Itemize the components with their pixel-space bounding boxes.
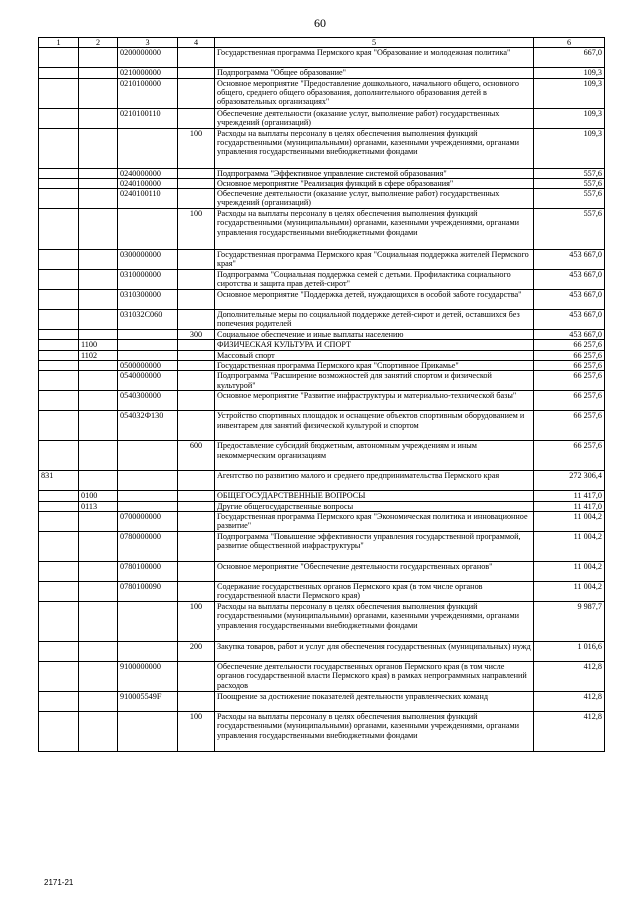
table-row bbox=[39, 310, 605, 330]
cell-description: Основное мероприятие "Поддержка детей, нуждающихся в особой заботе государства" bbox=[215, 290, 534, 310]
cell-expense-type bbox=[178, 471, 215, 491]
cell-expense-type bbox=[178, 340, 215, 350]
cell-target-code bbox=[118, 711, 178, 751]
cell-razdel bbox=[79, 108, 118, 128]
cell-amount: 453 667,0 bbox=[534, 330, 605, 340]
cell-description: Расходы на выплаты персоналу в целях обеспечения выполнения функций государственными (муниципальными) органами, казенными учреждениями, органами управления государственными внебюджетными фондами bbox=[215, 209, 534, 250]
cell-razdel bbox=[79, 361, 118, 371]
cell-razdel bbox=[79, 561, 118, 581]
cell-vedomstvo bbox=[39, 128, 79, 168]
budget-table bbox=[38, 37, 605, 752]
cell-description: Закупка товаров, работ и услуг для обеспечения государственных (муниципальных) нужд bbox=[215, 641, 534, 661]
cell-razdel bbox=[79, 209, 118, 250]
cell-description: Основное мероприятие "Развитие инфраструктуры и материально-технической базы" bbox=[215, 391, 534, 411]
cell-expense-type bbox=[178, 411, 215, 441]
cell-target-code bbox=[118, 350, 178, 360]
cell-description: Основное мероприятие "Предоставление дошкольного, начального общего, основного общего, среднего общего образования, дополнительного образования детей в образовательных организациях" bbox=[215, 78, 534, 108]
cell-target-code: 031032С060 bbox=[118, 310, 178, 330]
cell-expense-type bbox=[178, 168, 215, 178]
cell-expense-type bbox=[178, 661, 215, 691]
cell-vedomstvo bbox=[39, 270, 79, 290]
cell-razdel bbox=[79, 290, 118, 310]
cell-razdel bbox=[79, 531, 118, 561]
cell-amount: 557,6 bbox=[534, 189, 605, 209]
cell-target-code bbox=[118, 330, 178, 340]
cell-razdel bbox=[79, 178, 118, 188]
table-row bbox=[39, 411, 605, 441]
table-row bbox=[39, 361, 605, 371]
cell-vedomstvo bbox=[39, 209, 79, 250]
cell-description: ОБЩЕГОСУДАРСТВЕННЫЕ ВОПРОСЫ bbox=[215, 491, 534, 501]
cell-description: Предоставление субсидий бюджетным, автономным учреждениям и иным некоммерческим организациям bbox=[215, 441, 534, 471]
cell-expense-type bbox=[178, 310, 215, 330]
cell-vedomstvo bbox=[39, 68, 79, 78]
cell-expense-type bbox=[178, 491, 215, 501]
cell-target-code: 0780100090 bbox=[118, 581, 178, 601]
cell-target-code: 9100000000 bbox=[118, 661, 178, 691]
cell-description: Другие общегосударственные вопросы bbox=[215, 501, 534, 511]
cell-expense-type: 100 bbox=[178, 209, 215, 250]
cell-target-code: 0700000000 bbox=[118, 511, 178, 531]
cell-target-code: 0240000000 bbox=[118, 168, 178, 178]
cell-razdel bbox=[79, 471, 118, 491]
cell-vedomstvo bbox=[39, 531, 79, 561]
cell-target-code bbox=[118, 340, 178, 350]
cell-expense-type bbox=[178, 691, 215, 711]
cell-amount: 412,8 bbox=[534, 691, 605, 711]
cell-target-code: 0540000000 bbox=[118, 371, 178, 391]
cell-amount: 11 417,0 bbox=[534, 491, 605, 501]
cell-amount: 453 667,0 bbox=[534, 270, 605, 290]
cell-vedomstvo bbox=[39, 511, 79, 531]
table-row bbox=[39, 511, 605, 531]
cell-expense-type bbox=[178, 581, 215, 601]
cell-vedomstvo bbox=[39, 48, 79, 68]
cell-expense-type bbox=[178, 48, 215, 68]
cell-amount: 109,3 bbox=[534, 128, 605, 168]
cell-vedomstvo bbox=[39, 711, 79, 751]
cell-expense-type bbox=[178, 290, 215, 310]
cell-target-code: 0780100000 bbox=[118, 561, 178, 581]
cell-vedomstvo: 831 bbox=[39, 471, 79, 491]
cell-target-code: 0210100110 bbox=[118, 108, 178, 128]
cell-amount: 1 016,6 bbox=[534, 641, 605, 661]
cell-expense-type bbox=[178, 350, 215, 360]
cell-razdel bbox=[79, 711, 118, 751]
table-row bbox=[39, 168, 605, 178]
cell-amount: 9 987,7 bbox=[534, 601, 605, 641]
cell-description: Агентство по развитию малого и среднего предпринимательства Пермского края bbox=[215, 471, 534, 491]
cell-vedomstvo bbox=[39, 189, 79, 209]
cell-target-code bbox=[118, 601, 178, 641]
cell-target-code bbox=[118, 491, 178, 501]
cell-vedomstvo bbox=[39, 641, 79, 661]
cell-amount: 11 004,2 bbox=[534, 531, 605, 561]
cell-target-code bbox=[118, 501, 178, 511]
table-row bbox=[39, 531, 605, 561]
table-row bbox=[39, 178, 605, 188]
cell-razdel bbox=[79, 391, 118, 411]
cell-expense-type bbox=[178, 391, 215, 411]
table-row bbox=[39, 108, 605, 128]
table-row bbox=[39, 78, 605, 108]
cell-amount: 453 667,0 bbox=[534, 250, 605, 270]
cell-amount: 557,6 bbox=[534, 178, 605, 188]
cell-razdel bbox=[79, 250, 118, 270]
table-row bbox=[39, 350, 605, 360]
cell-amount: 453 667,0 bbox=[534, 290, 605, 310]
cell-description: Основное мероприятие "Реализация функций в сфере образования" bbox=[215, 178, 534, 188]
cell-expense-type bbox=[178, 270, 215, 290]
cell-expense-type bbox=[178, 531, 215, 561]
cell-vedomstvo bbox=[39, 108, 79, 128]
cell-vedomstvo bbox=[39, 391, 79, 411]
cell-amount: 11 417,0 bbox=[534, 501, 605, 511]
page-number: 60 bbox=[314, 16, 326, 30]
cell-expense-type bbox=[178, 178, 215, 188]
cell-description: Подпрограмма "Социальная поддержка семей с детьми. Профилактика социального сиротства и защита прав детей-сирот" bbox=[215, 270, 534, 290]
cell-description: Подпрограмма "Повышение эффективности управления государственной программой, развитие общественной инфраструктуры" bbox=[215, 531, 534, 561]
cell-amount: 272 306,4 bbox=[534, 471, 605, 491]
cell-amount: 66 257,6 bbox=[534, 411, 605, 441]
cell-razdel: 0100 bbox=[79, 491, 118, 501]
cell-description: Дополнительные меры по социальной поддержке детей-сирот и детей, оставшихся без попечения родителей bbox=[215, 310, 534, 330]
table-row bbox=[39, 501, 605, 511]
cell-amount: 66 257,6 bbox=[534, 340, 605, 350]
cell-expense-type: 200 bbox=[178, 641, 215, 661]
cell-description: Расходы на выплаты персоналу в целях обеспечения выполнения функций государственными (муниципальными) органами, казенными учреждениями, органами управления государственными внебюджетными фондами bbox=[215, 128, 534, 168]
table-row bbox=[39, 391, 605, 411]
cell-vedomstvo bbox=[39, 250, 79, 270]
table-row bbox=[39, 290, 605, 310]
table-row bbox=[39, 601, 605, 641]
cell-vedomstvo bbox=[39, 340, 79, 350]
cell-description: Поощрение за достижение показателей деятельности управленческих команд bbox=[215, 691, 534, 711]
cell-description: Государственная программа Пермского края "Социальная поддержка жителей Пермского края" bbox=[215, 250, 534, 270]
cell-target-code bbox=[118, 441, 178, 471]
cell-razdel bbox=[79, 270, 118, 290]
cell-amount: 109,3 bbox=[534, 68, 605, 78]
cell-expense-type bbox=[178, 68, 215, 78]
cell-amount: 109,3 bbox=[534, 108, 605, 128]
cell-razdel bbox=[79, 310, 118, 330]
cell-description: ФИЗИЧЕСКАЯ КУЛЬТУРА И СПОРТ bbox=[215, 340, 534, 350]
cell-target-code bbox=[118, 641, 178, 661]
cell-razdel bbox=[79, 68, 118, 78]
cell-description: Подпрограмма "Эффективное управление системой образования" bbox=[215, 168, 534, 178]
cell-expense-type bbox=[178, 189, 215, 209]
cell-expense-type bbox=[178, 108, 215, 128]
table-row bbox=[39, 641, 605, 661]
cell-target-code: 0210000000 bbox=[118, 68, 178, 78]
cell-target-code bbox=[118, 209, 178, 250]
cell-expense-type: 100 bbox=[178, 128, 215, 168]
cell-description: Расходы на выплаты персоналу в целях обеспечения выполнения функций государственными (муниципальными) органами, казенными учреждениями, органами управления государственными внебюджетными фондами bbox=[215, 601, 534, 641]
cell-target-code: 0300000000 bbox=[118, 250, 178, 270]
cell-target-code bbox=[118, 471, 178, 491]
cell-razdel bbox=[79, 128, 118, 168]
cell-razdel bbox=[79, 371, 118, 391]
cell-target-code: 0210100000 bbox=[118, 78, 178, 108]
cell-vedomstvo bbox=[39, 601, 79, 641]
cell-vedomstvo bbox=[39, 441, 79, 471]
cell-description: Государственная программа Пермского края "Экономическая политика и инновационное развитие" bbox=[215, 511, 534, 531]
table-row bbox=[39, 471, 605, 491]
table-row bbox=[39, 340, 605, 350]
cell-razdel bbox=[79, 411, 118, 441]
cell-amount: 11 004,2 bbox=[534, 511, 605, 531]
cell-vedomstvo bbox=[39, 691, 79, 711]
cell-target-code: 0310300000 bbox=[118, 290, 178, 310]
cell-description: Государственная программа Пермского края "Образование и молодежная политика" bbox=[215, 48, 534, 68]
cell-vedomstvo bbox=[39, 178, 79, 188]
cell-vedomstvo bbox=[39, 491, 79, 501]
col-header-6: 6 bbox=[534, 38, 605, 48]
cell-expense-type bbox=[178, 561, 215, 581]
cell-amount: 109,3 bbox=[534, 78, 605, 108]
cell-vedomstvo bbox=[39, 411, 79, 441]
cell-razdel bbox=[79, 511, 118, 531]
table-row bbox=[39, 561, 605, 581]
cell-amount: 66 257,6 bbox=[534, 441, 605, 471]
cell-description: Обеспечение деятельности (оказание услуг, выполнение работ) государственных учреждений (организаций) bbox=[215, 108, 534, 128]
cell-target-code: 0310000000 bbox=[118, 270, 178, 290]
cell-amount: 11 004,2 bbox=[534, 561, 605, 581]
table-row bbox=[39, 330, 605, 340]
cell-razdel bbox=[79, 581, 118, 601]
table-row bbox=[39, 48, 605, 68]
cell-amount: 412,8 bbox=[534, 711, 605, 751]
cell-target-code: 0240100110 bbox=[118, 189, 178, 209]
cell-razdel bbox=[79, 661, 118, 691]
table-row bbox=[39, 270, 605, 290]
cell-target-code bbox=[118, 128, 178, 168]
cell-description: Подпрограмма "Общее образование" bbox=[215, 68, 534, 78]
cell-vedomstvo bbox=[39, 361, 79, 371]
cell-description: Социальное обеспечение и иные выплаты населению bbox=[215, 330, 534, 340]
cell-vedomstvo bbox=[39, 561, 79, 581]
cell-expense-type bbox=[178, 250, 215, 270]
cell-expense-type: 100 bbox=[178, 711, 215, 751]
cell-description: Массовый спорт bbox=[215, 350, 534, 360]
cell-razdel bbox=[79, 441, 118, 471]
col-header-1: 1 bbox=[39, 38, 79, 48]
cell-amount: 11 004,2 bbox=[534, 581, 605, 601]
cell-description: Расходы на выплаты персоналу в целях обеспечения выполнения функций государственными (муниципальными) органами, казенными учреждениями, органами управления государственными внебюджетными фондами bbox=[215, 711, 534, 751]
cell-description: Государственная программа Пермского края "Спортивное Прикамье" bbox=[215, 361, 534, 371]
footer-code: 2171-21 bbox=[44, 878, 74, 887]
cell-razdel bbox=[79, 691, 118, 711]
cell-razdel: 1102 bbox=[79, 350, 118, 360]
cell-razdel: 0113 bbox=[79, 501, 118, 511]
cell-razdel bbox=[79, 189, 118, 209]
cell-expense-type: 600 bbox=[178, 441, 215, 471]
col-header-5: 5 bbox=[215, 38, 534, 48]
table-row bbox=[39, 209, 605, 250]
cell-amount: 557,6 bbox=[534, 209, 605, 250]
cell-razdel bbox=[79, 168, 118, 178]
cell-vedomstvo bbox=[39, 350, 79, 360]
cell-description: Подпрограмма "Расширение возможностей для занятий спортом и физической культурой" bbox=[215, 371, 534, 391]
cell-razdel: 1100 bbox=[79, 340, 118, 350]
table-row bbox=[39, 581, 605, 601]
cell-target-code: 054032Ф130 bbox=[118, 411, 178, 441]
cell-vedomstvo bbox=[39, 501, 79, 511]
table-row bbox=[39, 128, 605, 168]
cell-vedomstvo bbox=[39, 330, 79, 340]
cell-vedomstvo bbox=[39, 78, 79, 108]
table-row bbox=[39, 691, 605, 711]
table-row bbox=[39, 189, 605, 209]
cell-target-code: 0240100000 bbox=[118, 178, 178, 188]
cell-vedomstvo bbox=[39, 661, 79, 691]
table-row bbox=[39, 711, 605, 751]
table-row bbox=[39, 491, 605, 501]
cell-amount: 66 257,6 bbox=[534, 371, 605, 391]
table-row bbox=[39, 68, 605, 78]
cell-description: Обеспечение деятельности (оказание услуг, выполнение работ) государственных учреждений (организаций) bbox=[215, 189, 534, 209]
table-header-row bbox=[39, 38, 605, 48]
cell-amount: 66 257,6 bbox=[534, 391, 605, 411]
cell-amount: 66 257,6 bbox=[534, 350, 605, 360]
cell-razdel bbox=[79, 330, 118, 340]
cell-expense-type bbox=[178, 78, 215, 108]
cell-description: Обеспечение деятельности государственных органов Пермского края (в том числе органов государственной власти Пермского края) в рамках непрограммных направлений расходов bbox=[215, 661, 534, 691]
table-row bbox=[39, 250, 605, 270]
col-header-2: 2 bbox=[79, 38, 118, 48]
cell-target-code: 0780000000 bbox=[118, 531, 178, 561]
cell-amount: 557,6 bbox=[534, 168, 605, 178]
cell-expense-type bbox=[178, 371, 215, 391]
col-header-3: 3 bbox=[118, 38, 178, 48]
cell-razdel bbox=[79, 48, 118, 68]
cell-target-code: 0540300000 bbox=[118, 391, 178, 411]
cell-vedomstvo bbox=[39, 371, 79, 391]
table-row bbox=[39, 441, 605, 471]
cell-description: Основное мероприятие "Обеспечение деятельности государственных органов" bbox=[215, 561, 534, 581]
cell-vedomstvo bbox=[39, 290, 79, 310]
cell-description: Содержание государственных органов Пермского края (в том числе органов государственной власти Пермского края) bbox=[215, 581, 534, 601]
cell-vedomstvo bbox=[39, 581, 79, 601]
cell-target-code: 0500000000 bbox=[118, 361, 178, 371]
col-header-4: 4 bbox=[178, 38, 215, 48]
cell-vedomstvo bbox=[39, 168, 79, 178]
cell-amount: 66 257,6 bbox=[534, 361, 605, 371]
cell-expense-type: 300 bbox=[178, 330, 215, 340]
cell-expense-type bbox=[178, 501, 215, 511]
cell-description: Устройство спортивных площадок и оснащение объектов спортивным оборудованием и инвентарем для занятий физической культурой и спортом bbox=[215, 411, 534, 441]
table-row bbox=[39, 661, 605, 691]
cell-razdel bbox=[79, 78, 118, 108]
cell-razdel bbox=[79, 601, 118, 641]
cell-amount: 667,0 bbox=[534, 48, 605, 68]
cell-vedomstvo bbox=[39, 310, 79, 330]
cell-expense-type: 100 bbox=[178, 601, 215, 641]
cell-target-code: 910005549F bbox=[118, 691, 178, 711]
cell-amount: 453 667,0 bbox=[534, 310, 605, 330]
cell-razdel bbox=[79, 641, 118, 661]
table-row bbox=[39, 371, 605, 391]
cell-amount: 412,8 bbox=[534, 661, 605, 691]
cell-expense-type bbox=[178, 361, 215, 371]
cell-target-code: 0200000000 bbox=[118, 48, 178, 68]
cell-expense-type bbox=[178, 511, 215, 531]
